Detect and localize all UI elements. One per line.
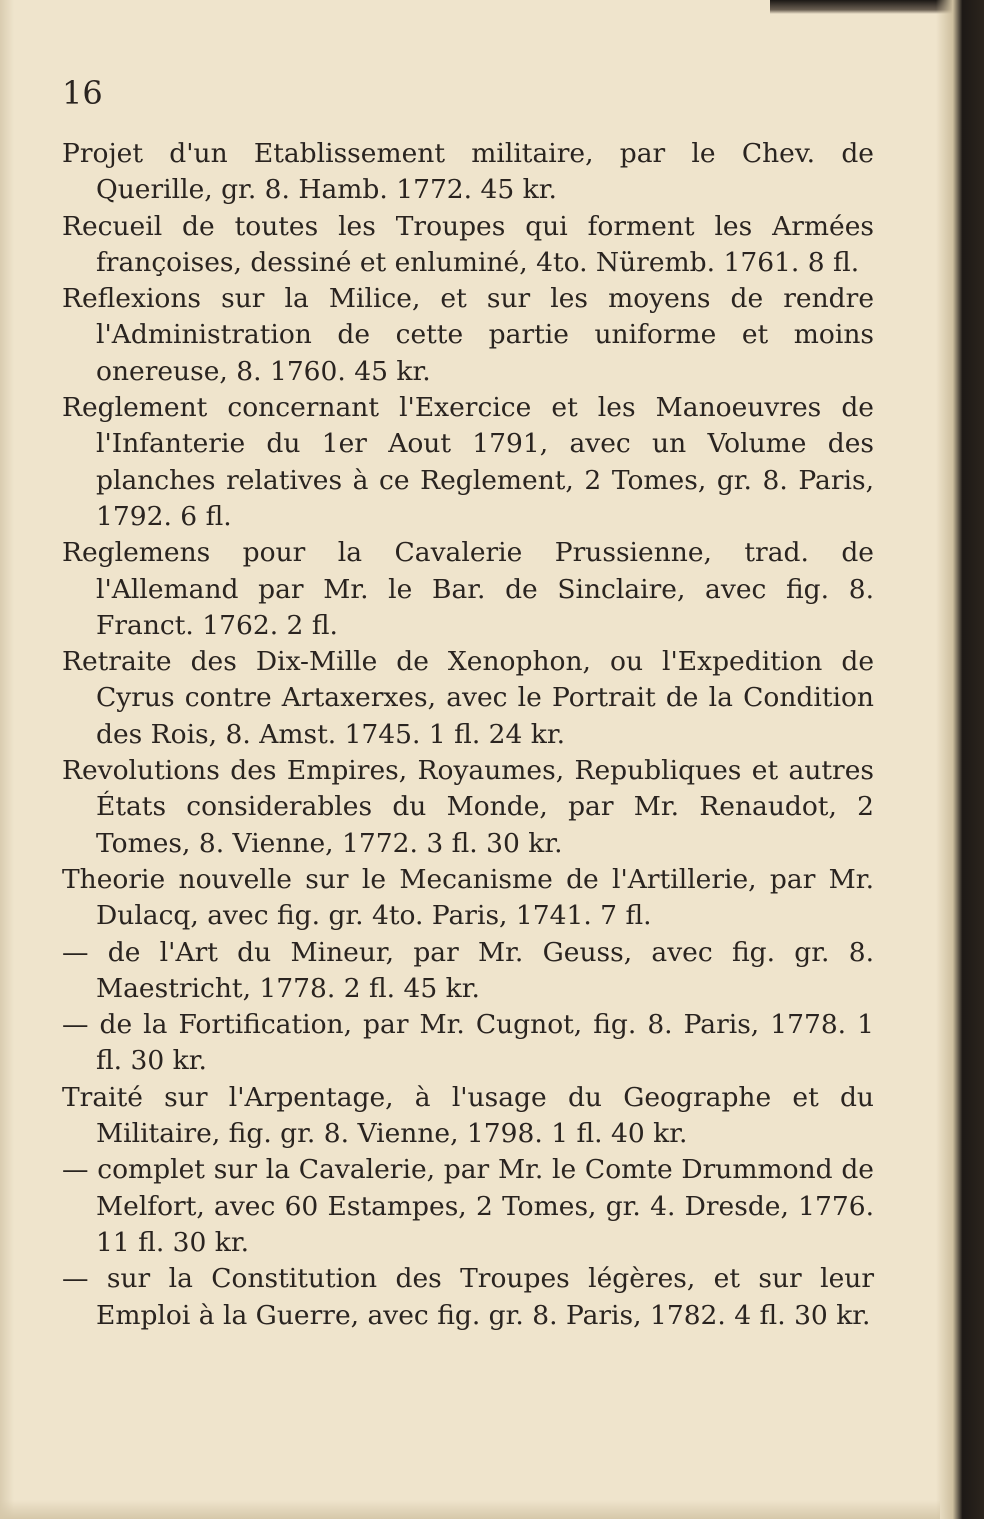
catalogue-entries — [62, 136, 874, 1334]
page-left-edge — [0, 0, 14, 1519]
catalogue-entry: Projet d'un Etablissement militaire, par le Chev. de Querille, gr. 8. Hamb. 1772. 45 kr. — [62, 138, 874, 206]
catalogue-entry: Traité sur l'Arpentage, à l'usage du Geographe et du Militaire, fig. gr. 8. Vienne, 1798. 1 fl. 40 kr. — [62, 1081, 874, 1150]
catalogue-sub-entry: — complet sur la Cavalerie, par Mr. le Comte Drummond de Melfort, avec 60 Estampes, 2 Tomes, gr. 4. Dresde, 1776. 11 fl. 30 kr. — [62, 1154, 874, 1258]
catalogue-entry: Theorie nouvelle sur le Mecanisme de l'Artillerie, par Mr. Dulacq, avec fig. gr. 4to. Paris, 1741. 7 fl. — [62, 863, 874, 932]
catalogue-entry: Revolutions des Empires, Royaumes, Republiques et autres États considerables du Monde, par Mr. Renaudot, 2 Tomes, 8. Vienne, 1772. 3 fl. 30 kr. — [62, 755, 874, 859]
catalogue-entry: Reflexions sur la Milice, et sur les moyens de rendre l'Administration de cette partie uniforme et moins onereuse, 8. 1760. 45 kr. — [62, 283, 874, 387]
catalogue-entry: Reglemens pour la Cavalerie Prussienne, trad. de l'Allemand par Mr. le Bar. de Sinclaire, avec fig. 8. Franct. 1762. 2 fl. — [62, 537, 874, 641]
catalogue-sub-entry: — sur la Constitution des Troupes légères, et sur leur Emploi à la Guerre, avec fig. gr. 8. Paris, 1782. 4 fl. 30 kr. — [62, 1263, 874, 1331]
catalogue-sub-entry: — de l'Art du Mineur, par Mr. Geuss, avec fig. gr. 8. Maestricht, 1778. 2 fl. 45 kr. — [62, 936, 874, 1004]
page-bottom-edge — [0, 1500, 940, 1519]
page-number: 16 — [62, 74, 103, 112]
catalogue-entry: Retraite des Dix-Mille de Xenophon, ou l'Expedition de Cyrus contre Artaxerxes, avec le Portrait de la Condition des Rois, 8. Amst. 1745. 1 fl. 24 kr. — [62, 646, 874, 750]
book-spine-shadow — [936, 0, 984, 1519]
catalogue-entry: Reglement concernant l'Exercice et les Manoeuvres de l'Infanterie du 1er Aout 1791, avec un Volume des planches relatives à ce Reglement, 2 Tomes, gr. 8. Paris, 1792. 6 fl. — [62, 392, 874, 532]
catalogue-entry: Recueil de toutes les Troupes qui forment les Armées françoises, dessiné et enluminé, 4to. Nüremb. 1761. 8 fl. — [62, 210, 874, 278]
catalogue-sub-entry: — de la Fortification, par Mr. Cugnot, fig. 8. Paris, 1778. 1 fl. 30 kr. — [62, 1009, 874, 1077]
